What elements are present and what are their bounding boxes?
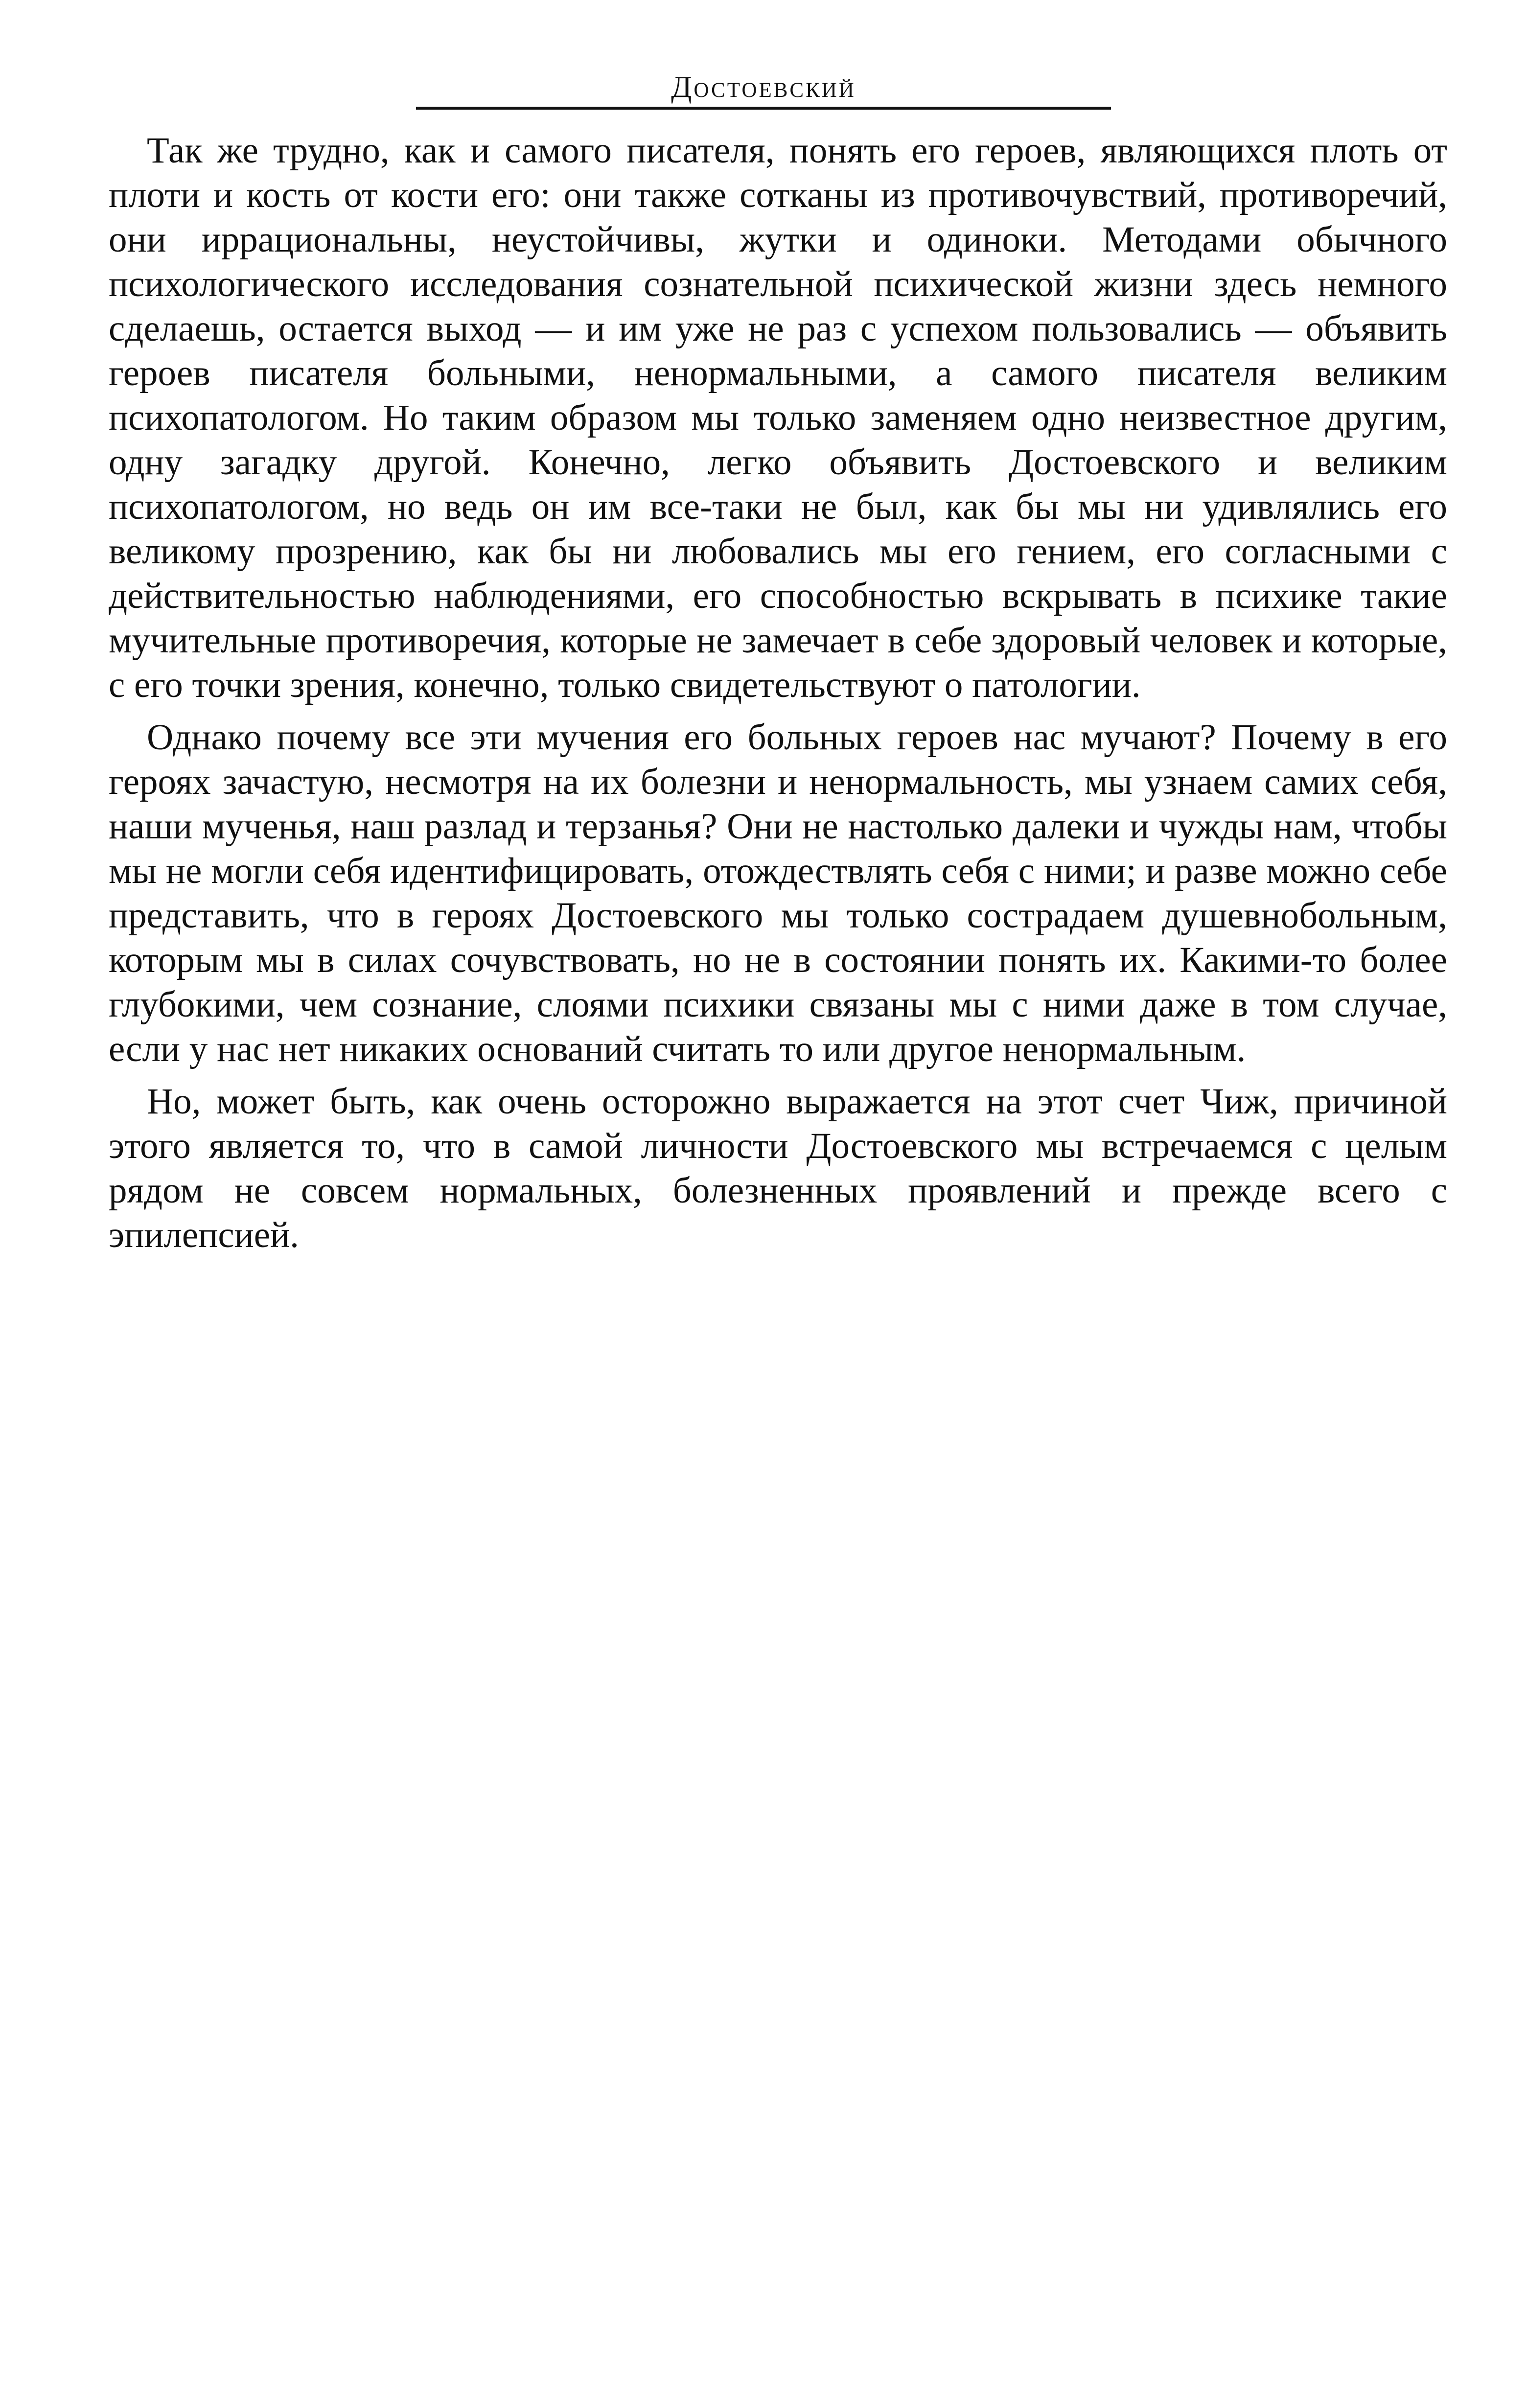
paragraph-3: Но, может быть, как очень осторожно выражается на этот счет Чиж, причиной этого является то, что в самой личности Достоевского мы встречаемся с целым рядом не совсем нормальных, болезненных проявлений и прежде всего с эпилепсией.: [109, 1081, 1447, 1255]
running-head-title: Достоевский: [671, 70, 856, 104]
paragraph-2: Однако почему все эти мучения его больных героев нас мучают? Почему в его героях зачастую, несмотря на их болезни и ненормальность, мы узнаем самих себя, наши мученья, наш разлад и терзанья? Они не настолько далеки и чужды нам, чтобы мы не могли себя идентифицировать, отождествлять себя с ними; и разве можно себе представить, что в героях Достоевского мы только сострадаем душевнобольным, которым мы в силах сочувствовать, но не в состоянии понять их. Какими-то более глубокими, чем сознание, слоями психики связаны мы с ними даже в том случае, если у нас нет никаких оснований считать то или другое ненормальным.: [109, 717, 1447, 1069]
body-text: [109, 128, 1447, 1265]
running-head-rule: [416, 107, 1111, 110]
paragraph-1: Так же трудно, как и самого писателя, понять его героев, являющихся плоть от плоти и кость от кости его: они также сотканы из противочувствий, противоречий, они иррациональны, неустойчивы, жутки и одиноки. Методами обычного психологического исследования сознательной психической жизни здесь немного сделаешь, остается выход — и им уже не раз с успехом пользовались — объявить героев писателя больными, ненормальными, а самого писателя великим психопатологом. Но таким образом мы только заменяем одно неизвестное другим, одну загадку другой. Конечно, легко объявить Достоевского и великим психопатологом, но ведь он им все-таки не был, как бы мы ни удивлялись его великому прозрению, как бы ни любовались мы его гением, его согласными с действительностью наблюдениями, его способностью вскрывать в психике такие мучительные противоречия, которые не замечает в себе здоровый человек и которые, с его точки зрения, конечно, только свидетельствуют о патологии.: [109, 130, 1447, 705]
